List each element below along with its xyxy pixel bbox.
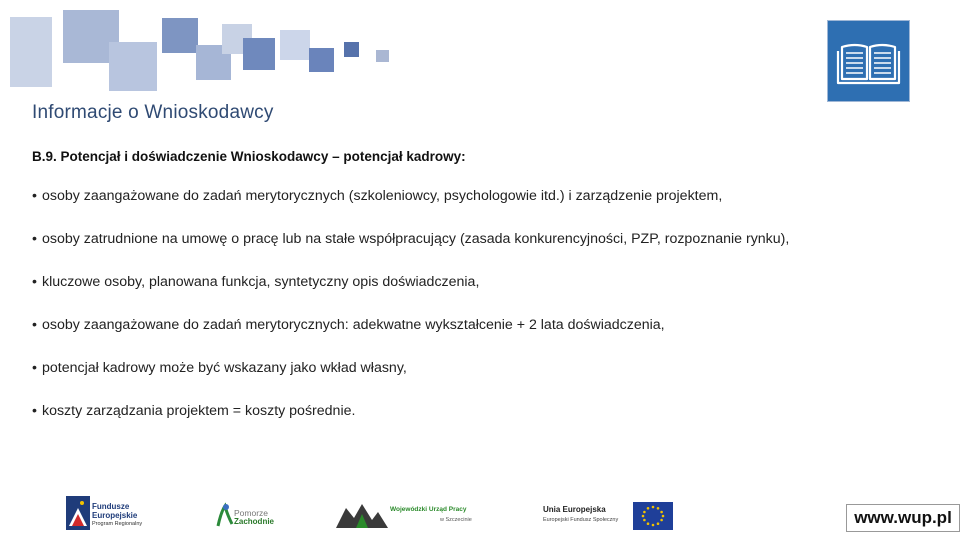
logo-line: Program Regionalny [92,521,143,527]
bullet-dot: • [32,188,37,204]
pomorze-zachodnie-logo [215,502,235,528]
section-heading: B.9. Potencjał i doświadczenie Wnioskodawcy – potencjał kadrowy: [32,149,466,164]
decor-square [109,42,157,91]
bullet-dot: • [32,360,37,376]
list-item-text: kluczowe osoby, planowana funkcja, syntetyczny opis doświadczenia, [41,274,480,290]
list-item [32,315,932,358]
decor-square [376,50,389,62]
logo-line: w Szczecinie [440,517,472,523]
ue-logo-text [543,505,618,525]
pomorze-logo-text [234,509,274,526]
list-item [32,401,932,444]
list-item-text: osoby zaangażowane do zadań merytorycznych (szkoleniowcy, psychologowie itd.) i zarządzenie projektem, [41,188,723,204]
list-item-text: potencjał kadrowy może być wskazany jako wkład własny, [41,360,407,376]
logo-line: Europejski Fundusz Społeczny [543,517,619,523]
list-item [32,186,932,229]
wup-szczecin-logo [336,500,388,528]
bullet-dot: • [32,403,37,419]
fundusze-logo-text [92,502,142,529]
wup-logo-text [390,505,472,525]
bullet-dot: • [32,274,37,290]
bullet-dot: • [32,317,37,333]
list-item [32,229,932,272]
website-link[interactable]: www.wup.pl [846,504,960,532]
decor-square [243,38,275,70]
list-item-text: osoby zatrudnione na umowę o pracę lub na stałe współpracujący (zasada konkurencyjności, PZP, rozpoznanie rynku), [41,231,790,247]
logo-line: Fundusze [92,502,130,511]
page-title: Informacje o Wnioskodawcy [32,102,274,123]
eu-flag-icon [633,502,673,530]
fundusze-europejskie-logo [66,496,90,530]
decor-square [162,18,198,53]
book-icon [828,21,909,101]
list-item [32,272,932,315]
list-item [32,358,932,401]
book-icon-box [827,20,910,102]
list-item-text: osoby zaangażowane do zadań merytorycznych: adekwatne wykształcenie + 2 lata doświadczenia, [41,317,665,333]
logo-line: Unia Europejska [543,505,606,514]
logo-line: Zachodnie [234,517,275,526]
decor-square [10,17,52,87]
logo-line: Pomorze [234,508,269,518]
logo-line: Wojewódzki Urząd Pracy [390,506,467,513]
decor-square [280,30,310,60]
bullet-dot: • [32,231,37,247]
logo-line: Europejskie [92,511,138,520]
decor-square [344,42,359,57]
decor-square [309,48,334,72]
list-item-text: koszty zarządzania projektem = koszty pośrednie. [41,403,356,419]
bullet-list [32,186,932,444]
